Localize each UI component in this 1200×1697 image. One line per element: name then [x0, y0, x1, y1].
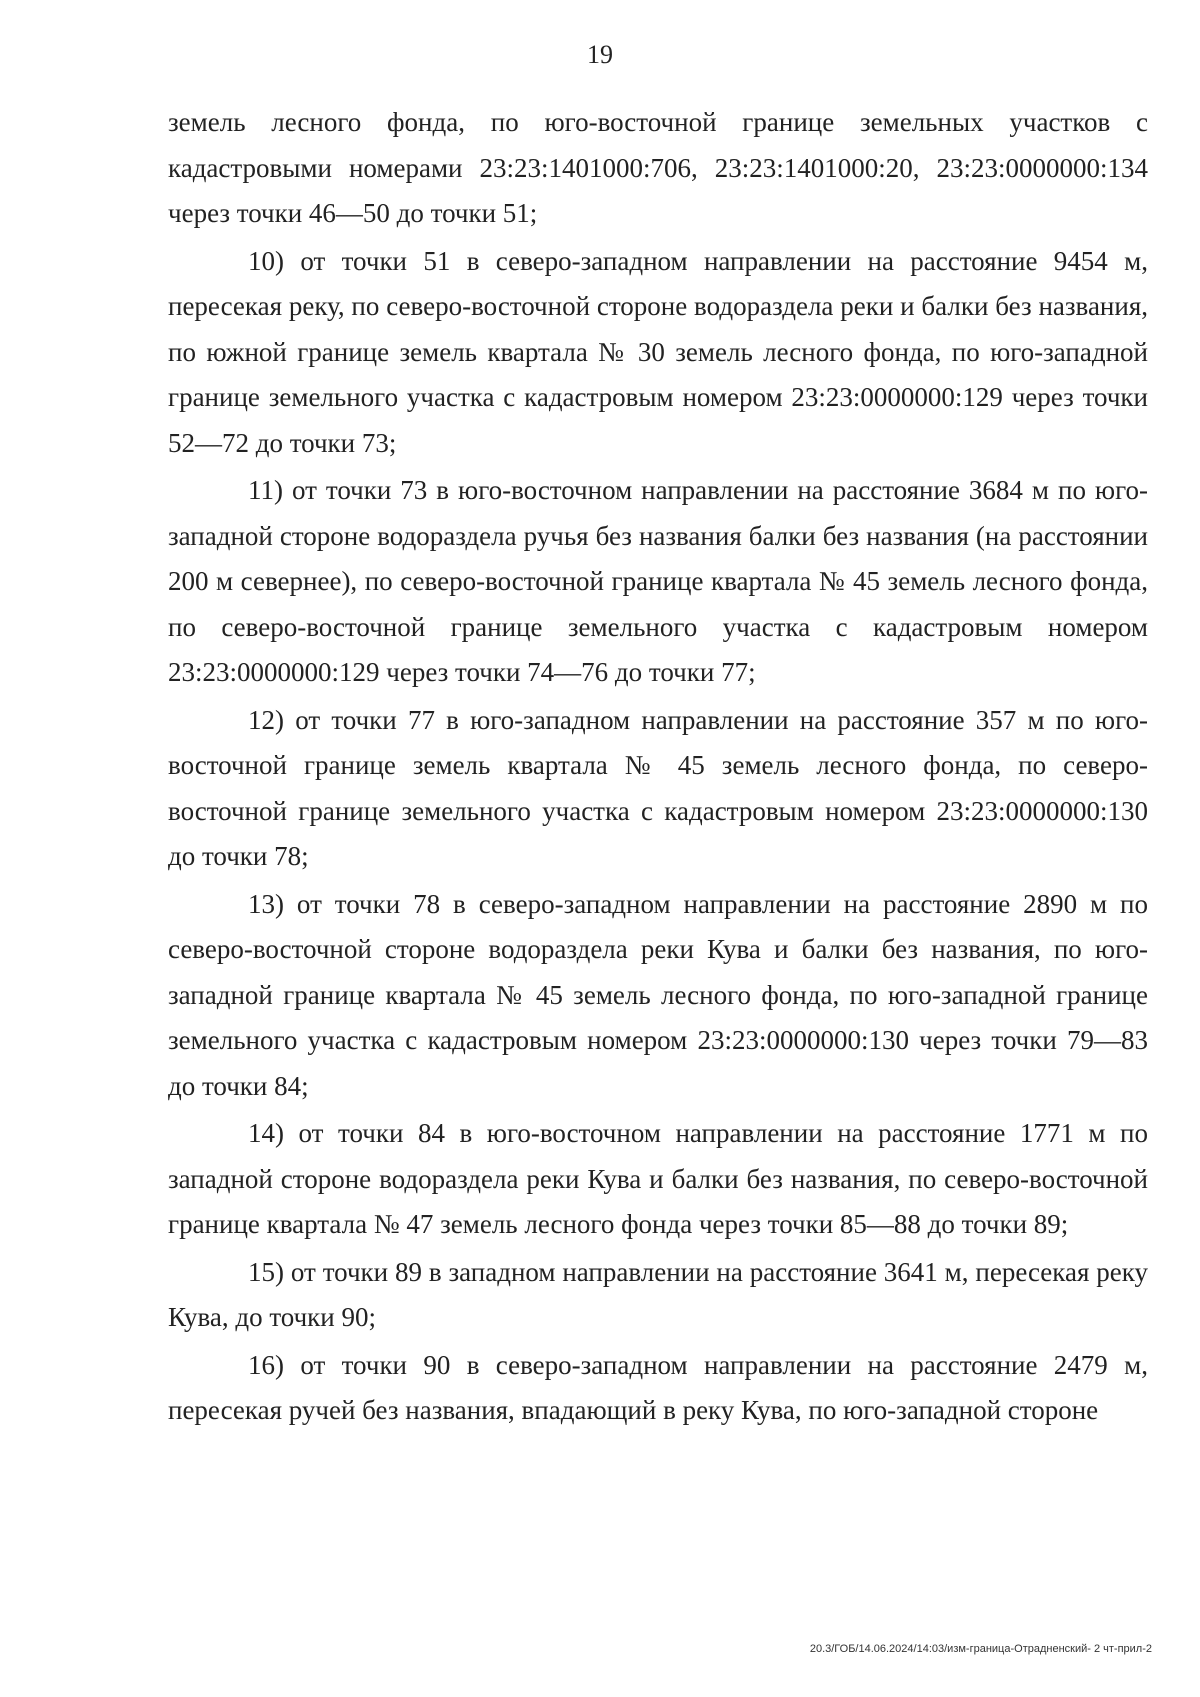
paragraph-item-11: 11) от точки 73 в юго-восточном направлении на расстояние 3684 м по юго-западной стороне водораздела ручья без названия балки без названия (на расстоянии 200 м севернее), по северо-восточной границе квартала № 45 земель лесного фонда, по северо-восточной границе земельного участка с кадастровым номером 23:23:0000000:129 через точки 74—76 до точки 77; — [168, 475, 1148, 687]
paragraph-item-14: 14) от точки 84 в юго-восточном направлении на расстояние 1771 м по западной стороне водораздела реки Кува и балки без названия, по северо-восточной границе квартала № 47 земель лесного фонда через точки 85—88 до точки 89; — [168, 1118, 1148, 1239]
paragraph-item-16: 16) от точки 90 в северо-западном направлении на расстояние 2479 м, пересекая ручей без названия, впадающий в реку Кува, по юго-западной стороне — [168, 1349, 1148, 1425]
paragraph-item-13: 13) от точки 78 в северо-западном направлении на расстояние 2890 м по северо-восточной стороне водораздела реки Кува и балки без названия, по юго-западной границе квартала № 45 земель лесного фонда, по юго-западной границе земельного участка с кадастровым номером 23:23:0000000:130 через точки 79—83 до точки 84; — [168, 888, 1148, 1101]
page-number: 19 — [587, 40, 613, 69]
document-footer-code: 20.3/ГОБ/14.06.2024/14:03/изм-граница-Отрадненский- 2 чт-прил-2 — [809, 1643, 1152, 1655]
paragraph-continuation: земель лесного фонда, по юго-восточной границе земельных участков с кадастровыми номерами 23:23:1401000:706, 23:23:1401000:20, 23:23:0000000:134 через точки 46—50 до точки 51; — [168, 107, 1148, 228]
paragraph-item-12: 12) от точки 77 в юго-западном направлении на расстояние 357 м по юго-восточной границе земель квартала № 45 земель лесного фонда, по северо-восточной границе земельного участка с кадастровым номером 23:23:0000000:130 до точки 78; — [168, 704, 1148, 871]
paragraph-item-10: 10) от точки 51 в северо-западном направлении на расстояние 9454 м, пересекая реку, по северо-восточной стороне водораздела реки и балки без названия, по южной границе земель квартала № 30 земель лесного фонда, по юго-западной границе земельного участка с кадастровым номером 23:23:0000000:129 через точки 52—72 до точки 73; — [168, 245, 1148, 458]
paragraph-item-15: 15) от точки 89 в западном направлении на расстояние 3641 м, пересекая реку Кува, до точки 90; — [168, 1256, 1148, 1332]
document-body — [168, 100, 1148, 1436]
